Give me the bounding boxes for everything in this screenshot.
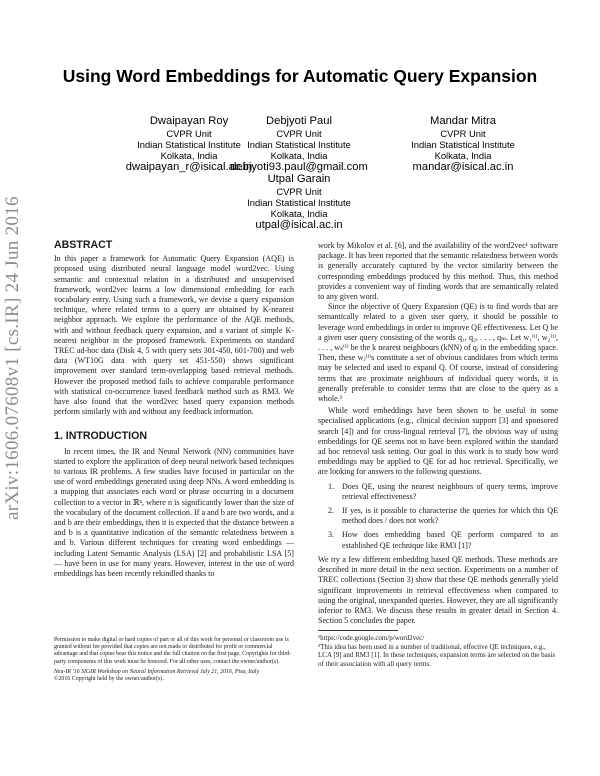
author-name: Debjyoti Paul — [266, 115, 332, 127]
list-item-number: 2. — [328, 506, 335, 516]
author-location: Kolkata, India — [160, 150, 218, 161]
left-column — [54, 240, 294, 579]
footnote-2: ²This idea has been used in a number of traditional, effective QE techniques, e.g., LCA [9] and RM3 [1]. In these techniques, expansion terms are selected on the basis of their association with all query terms. — [318, 642, 556, 668]
abstract-text: In this paper a framework for Automatic Query Expansion (AQE) is proposed using distributed neural language model word2vec. Using semantic and contextual relation in a distributed and unsupervised framework, word2vec learns a low dimensional embedding for each vocabulary entry. Using such a framework, we devise a query expansion technique, where related terms to a query are obtained by K-nearest neighbor approach. We explore the performance of the AQE methods, with and without feedback query expansion, and a variant of simple K-nearest neighbor in the proposed framework. Experiments on standard TREC ad-hoc data (Disk 4, 5 with query sets 301-450, 601-700) and web data (WT10G data with query set 451-550) shows significant improvement over standard term-overlapping based retrieval methods. However the proposed method fails to achieve comparable performance with statistical co-occurrence based feedback method such as RM3. We have also found that the word2vec based query expansion methods perform similarly with and without any feedback information. — [54, 254, 294, 417]
author-email: mandar@isical.ac.in — [412, 161, 514, 173]
venue-text: Neu-IR '16 SIGIR Workshop on Neural Information Retrieval July 21, 2016, Pisa, Italy — [54, 668, 260, 675]
author-block-3 — [373, 115, 553, 174]
permission-block — [54, 637, 294, 683]
list-item — [318, 506, 558, 526]
footnotes — [318, 628, 558, 668]
permission-text: Permission to make digital or hard copies of part or all of this work for personal or classroom use is granted without fee provided that copies are not made or distributed for profit or commercial advantage and that copies bear this notice and the full citation on the first page. Copyrights for third-party components of this work must be honored. For all other uses, contact the owner/author(s). — [54, 637, 292, 665]
footnote-1: ¹https://code.google.com/p/word2vec/ — [318, 634, 425, 642]
body-paragraph: work by Mikolov et al. [6], and the availability of the word2vec¹ software package. It has been reported that the semantic relatedness between words is generally accurately captured by the vector similarity between the corresponding embeddings produced by this method. Thus, this method provides a convenient way of finding words that are semantically related to any given word. — [318, 241, 558, 302]
paper-title: Using Word Embeddings for Automatic Query Expansion — [62, 66, 538, 86]
abstract-heading: ABSTRACT — [54, 239, 113, 251]
author-unit: CVPR Unit — [440, 128, 486, 139]
list-item-number: 1. — [328, 481, 335, 491]
body-paragraph: Since the objective of Query Expansion (QE) is to find words that are semantically related to a given user query, it should be possible to leverage word embeddings in order to improve QE effectiveness. Let Q be a given user query consisting of the words q₁, q₂, . . . , qₘ. Let w₁⁽ⁱ⁾, w₂⁽ⁱ⁾, . . . , wₖ⁽ⁱ⁾ be the k nearest neighbours (kNN) of qᵢ in the embedding space. Then, these wⱼ⁽ⁱ⁾s constitute a set of obvious candidates from which terms may be selected and used to expand Q. Of course, instead of considering terms that are proximate neighbours of individual query words, it is generally preferable to consider terms that are close to the query as a whole.² — [318, 302, 558, 404]
author-email: dwaipayan_r@isical.ac.in — [125, 161, 253, 173]
author-name: Mandar Mitra — [430, 115, 496, 127]
author-name: Utpal Garain — [267, 173, 331, 185]
author-institute: Indian Statistical Institute — [137, 139, 241, 150]
author-email: utpal@isical.ac.in — [255, 219, 343, 231]
author-block-2 — [209, 115, 389, 174]
body-paragraph: While word embeddings have been shown to be useful in some specialised applications (e.g., clinical decision support [3] and sponsored search [4]) and for cross-lingual retrieval [7], the obvious way of using embeddings for QE seems not to have been explored within the standard ad hoc retrieval task setting. Our goal in this work is to study how word embeddings may be applied to QE for ad hoc retrieval. Specifically, we are looking for answers to the following questions. — [318, 406, 558, 477]
author-email: debjyoti93.paul@gmail.com — [230, 161, 368, 173]
list-item — [318, 530, 558, 550]
right-column — [318, 241, 558, 626]
author-unit: CVPR Unit — [166, 128, 212, 139]
author-institute: Indian Statistical Institute — [247, 139, 351, 150]
author-location: Kolkata, India — [270, 208, 328, 219]
intro-paragraph: In recent times, the IR and Neural Network (NN) communities have started to explore the application of deep neural network based techniques to various IR problems. A few studies have focused in particular on the use of word embeddings generated using deep NNs. A word embedding is a mapping that associates each word or phrase occurring in a document collection to a vector in ℝⁿ, where n is significantly lower than the size of the vocabulary of the document collection. If a and b are two words, and a and b are their embeddings, then it is expected that the distance between a and b is a quantitative indication of the semantic relatedness between a and b. Various different techniques for creating word embeddings — including Latent Semantic Analysis (LSA) [2] and probabilistic LSA [5] — have been in use for many years. However, interest in the use of word embeddings has been recently rekindled thanks to — [54, 446, 294, 579]
list-item-text: How does embedding based QE perform compared to an established QE technique like RM3 [1]? — [342, 530, 558, 550]
author-institute: Indian Statistical Institute — [411, 139, 515, 150]
author-block-4 — [209, 173, 389, 232]
research-questions-list — [318, 482, 558, 551]
list-item-text: Does QE, using the nearest neighbours of query terms, improve retrieval effectiveness? — [342, 481, 558, 501]
footnote-divider — [318, 630, 398, 631]
author-location: Kolkata, India — [434, 150, 492, 161]
copyright-text: ©2016 Copyright held by the owner/author(s). — [54, 676, 164, 683]
author-institute: Indian Statistical Institute — [247, 197, 351, 208]
body-paragraph: We try a few different embedding based QE methods. These methods are described in more detail in the next section. Experiments on a number of TREC collections (Section 3) show that these QE methods generally yield significant improvements in retrieval effectiveness when compared to using the original, unexpanded queries. However, they are all significantly inferior to RM3. We discuss these results in greater detail in Section 4. Section 5 concludes the paper. — [318, 554, 558, 626]
list-item-number: 3. — [328, 530, 335, 540]
list-item-text: If yes, is it possible to characterise the queries for which this QE method does / does not work? — [342, 506, 558, 526]
intro-heading: 1. INTRODUCTION — [54, 430, 147, 443]
arxiv-stamp: arXiv:1606.07608v1 [cs.IR] 24 Jun 2016 — [2, 196, 23, 520]
author-unit: CVPR Unit — [276, 186, 322, 197]
author-unit: CVPR Unit — [276, 128, 322, 139]
author-location: Kolkata, India — [270, 150, 328, 161]
author-name: Dwaipayan Roy — [149, 115, 229, 127]
list-item — [318, 482, 558, 502]
